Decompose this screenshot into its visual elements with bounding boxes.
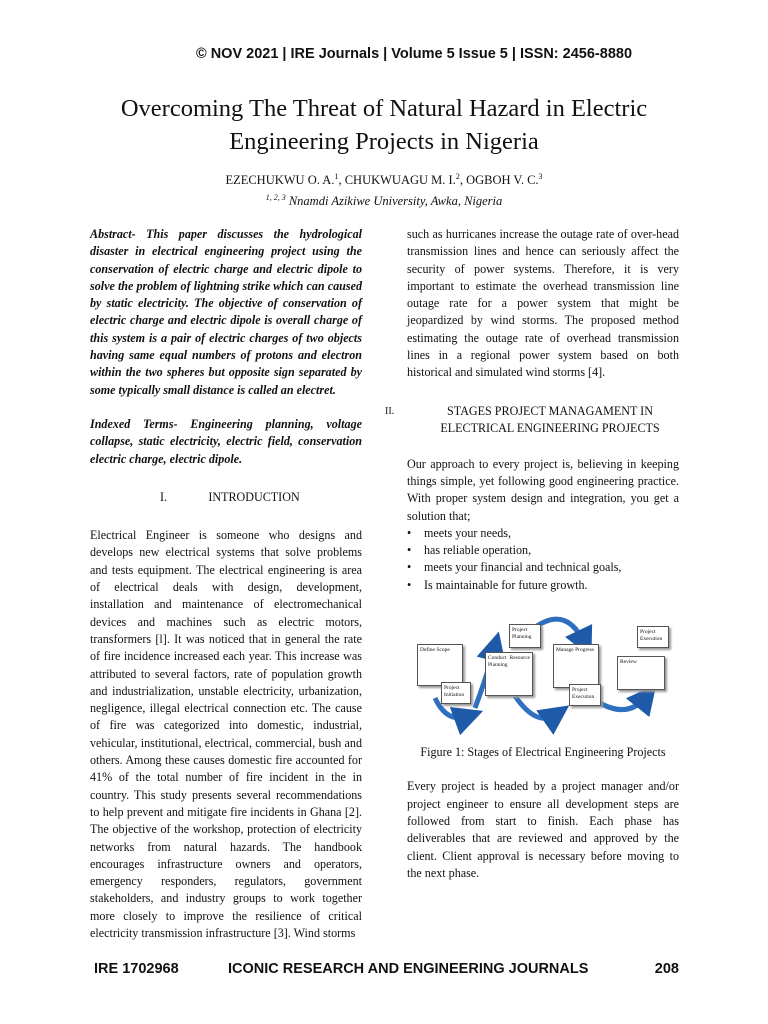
- conduct-resource-box: Conduct Resource Planning: [485, 652, 533, 696]
- figure-caption: Figure 1: Stages of Electrical Engineering Projects: [420, 745, 666, 760]
- project-planning-box: Project Planning: [509, 624, 541, 648]
- section-title: INTRODUCTION: [208, 489, 300, 504]
- intro-text: Electrical Engineer is someone who designs and develops new electrical systems that solve problems and tests equipment. The electrical engineering is area of electrical deals with design, development, installation and maintenance of electromechanical devices and machines such as electric motors, transformers [l]. It was noticed that in general the rate of fire incidence increased each year. This increase was attributed to several factors, rate of population growth and industrialization, unstable electricity, urbanization, negligence, illegal electrical connection etc. The cause of fire was categorized into domestic, industrial, vehicular, institutional, electrical, commercial, bush and others. Among these causes domestic fire accounted for 41% of the total number of fire incident in the in country. This study presents several recommendations to help prevent and mitigate fire incidents in Ghana [2]. The objective of the workshop, protection of electricity networks from natural hazards. The handbook encourages infrastructure owners and operators, emergency responders, regulators, government stakeholders, and industry groups to work together more closely to improve the resilience of critical electricity transmission infrastructure [3]. Wind storms: [90, 528, 362, 940]
- bullet-list: [407, 525, 679, 594]
- intro-continued: such as hurricanes increase the outage rate of over-head transmission lines and hence can seriously affect the security of power systems. Therefore, it is very important to estimate the overhead transmission line outage rate for a power system that might be jeopardized by wind storms. The proposed method estimating the outage rate of overhead transmission lines in a regional power system based on both historical and simulated wind storms [4].: [407, 227, 679, 380]
- section-title-line: ELECTRICAL ENGINEERING PROJECTS: [440, 420, 660, 435]
- section-number: I.: [160, 489, 168, 504]
- project-execution-box: Project Execution: [637, 626, 669, 648]
- list-item: • Is maintainable for future growth.: [424, 577, 679, 594]
- section-heading-introduction: [90, 489, 362, 506]
- arrow-curve: [537, 619, 585, 644]
- section-heading-stages: [385, 403, 679, 439]
- list-item: • meets your needs,: [424, 525, 679, 542]
- affiliation-sup: 1, 2, 3: [265, 193, 286, 202]
- footer-journal: ICONIC RESEARCH AND ENGINEERING JOURNALS: [228, 961, 589, 977]
- author-sep: ,: [459, 173, 467, 188]
- footer-page-number: 208: [654, 961, 679, 977]
- author-sep: ,: [338, 173, 345, 188]
- abstract: Abstract- This paper discusses the hydrological disaster in electrical engineering project using the conservation of electric charge and electric dipole to solve the problem of lightning strike which can caused by static electricity. The objective of conservation of electric charge and electric dipole is overall charge of this system is a pair of electric charges of two objects having same equal numbers of protons and electron within the two spheres but opposite sign separated by some typically small distance is called an electret.: [90, 227, 362, 397]
- define-scope-box: Define Scope: [417, 644, 463, 686]
- section-title-line: STAGES PROJECT MANAGAMENT IN: [447, 403, 653, 418]
- affiliation: [0, 193, 768, 209]
- paper-title: Overcoming The Threat of Natural Hazard in Electric Engineering Projects in Nigeria: [120, 95, 648, 155]
- section-title: [407, 403, 679, 438]
- author-sup: 2: [455, 172, 460, 181]
- closing-text: Every project is headed by a project manager and/or project engineer to ensure all development steps are followed from start to finish. Each phase has deliverables that are reviewed and approved by the client. Client approval is necessary before moving to the next phase.: [407, 779, 679, 880]
- author-name: CHUKWUAGU M. I.: [344, 173, 456, 188]
- footer-id: IRE 1702968: [94, 961, 179, 977]
- left-column: [90, 226, 362, 942]
- review-box: Review: [617, 656, 665, 690]
- author-name: OGBOH V. C.: [466, 173, 539, 188]
- arrow-curve: [595, 696, 647, 710]
- manage-progress-box: Manage Progress: [553, 644, 599, 688]
- arrow-curve: [515, 696, 557, 718]
- author-name: EZECHUKWU O. A.: [225, 173, 335, 188]
- index-terms: Indexed Terms- Engineering planning, voltage collapse, static electricity, electric field, conservation electric charge, electric dipole.: [90, 416, 362, 466]
- journal-header: © NOV 2021 | IRE Journals | Volume 5 Issue 5 | ISSN: 2456-8880: [195, 46, 633, 62]
- affiliation-text: Nnamdi Azikiwe University, Awka, Nigeria: [285, 194, 503, 209]
- list-item: • meets your financial and technical goals,: [424, 559, 679, 576]
- author-sup: 3: [538, 172, 543, 181]
- project-execution-box: Project Execution: [569, 684, 601, 706]
- stages-diagram: [407, 616, 679, 736]
- author-list: [0, 172, 768, 188]
- section-number: II.: [385, 405, 395, 417]
- author-sup: 1: [334, 172, 339, 181]
- project-initiation-box: Project Initiation: [441, 682, 471, 704]
- list-item: • has reliable operation,: [424, 542, 679, 559]
- right-column: [385, 226, 679, 882]
- approach-text: Our approach to every project is, believing in keeping things simple, yet following good engineering practice. With proper system design and integration, you get a solution that;: [407, 456, 679, 523]
